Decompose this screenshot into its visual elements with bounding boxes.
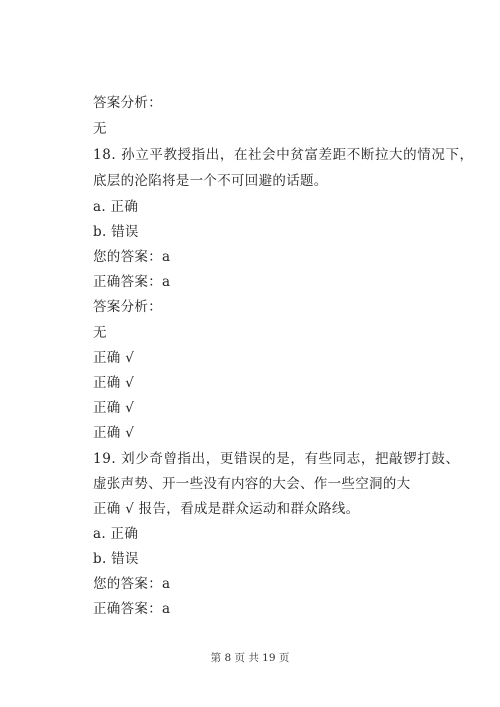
option-b: b. 错误: [93, 224, 139, 240]
correct-mark: 正确 √: [93, 350, 135, 366]
your-answer: 您的答案：a: [93, 576, 171, 592]
question-19-text: 19. 刘少奇曾指出，更错误的是，有些同志，把敲锣打鼓、: [93, 451, 460, 467]
question-18-text-cont: 底层的沦陷将是一个不可回避的话题。: [93, 173, 328, 189]
correct-mark: 正确 √: [93, 425, 135, 441]
question-19-text-cont: 正确 √ 报告，看成是群众运动和群众路线。: [93, 501, 360, 517]
answer-analysis-label: 答案分析：: [93, 299, 162, 315]
answer-analysis-value: 无: [93, 121, 107, 137]
correct-mark: 正确 √: [93, 375, 135, 391]
question-18-text: 18. 孙立平教授指出，在社会中贫富差距不断拉大的情况下，: [93, 147, 474, 163]
answer-analysis-label: 答案分析：: [93, 95, 162, 111]
correct-answer: 正确答案：a: [93, 274, 171, 290]
option-a: a. 正确: [93, 199, 139, 215]
correct-mark: 正确 √: [93, 400, 135, 416]
option-b: b. 错误: [93, 551, 139, 567]
your-answer: 您的答案：a: [93, 249, 171, 265]
page-footer: 第 8 页 共 19 页: [210, 652, 290, 664]
option-a: a. 正确: [93, 526, 139, 542]
question-19-text-cont: 虚张声势、开一些没有内容的大会、作一些空洞的大: [93, 476, 411, 492]
answer-analysis-value: 无: [93, 325, 107, 341]
correct-answer: 正确答案：a: [93, 601, 171, 617]
